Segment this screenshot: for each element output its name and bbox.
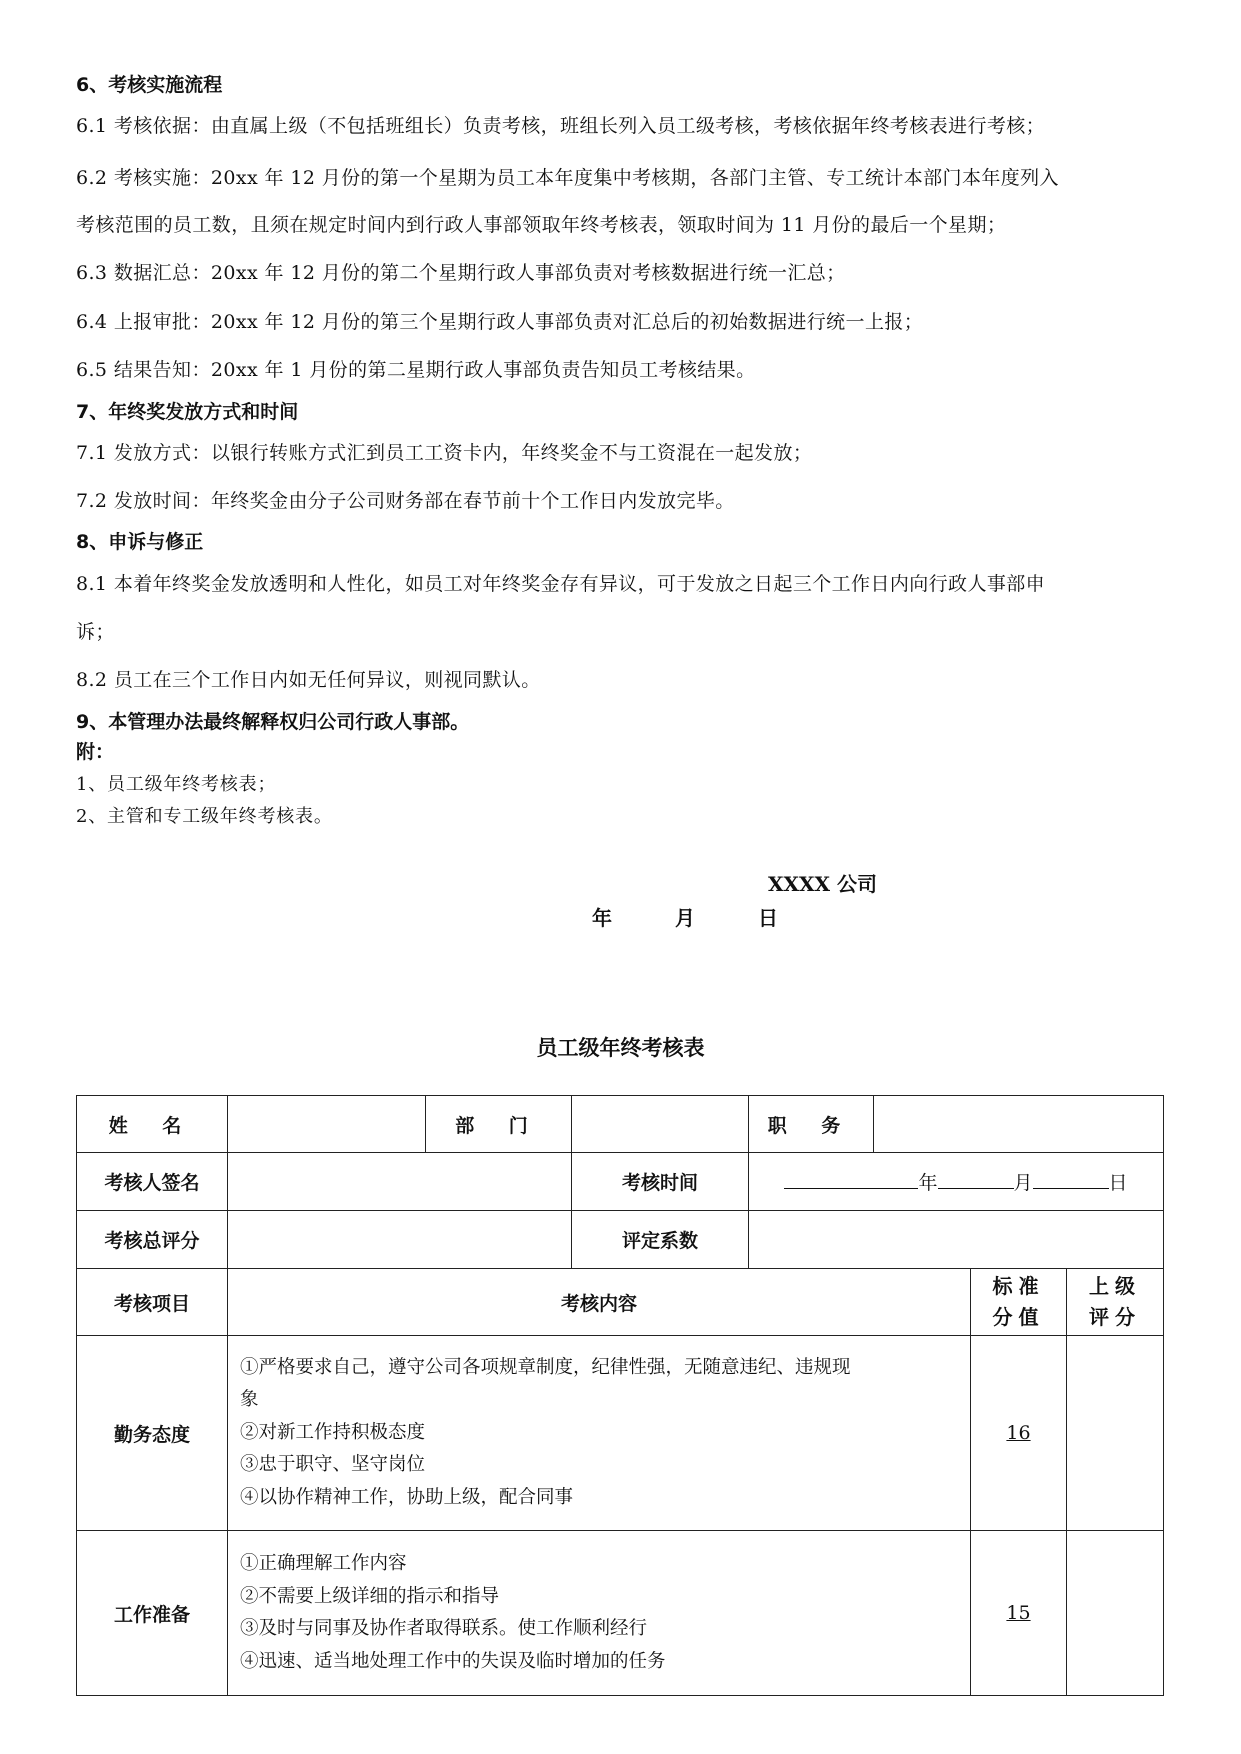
supervisor-score-attitude[interactable]: [1067, 1336, 1164, 1531]
section-9-heading: 9、本管理办法最终解释权归公司行政人事部。: [76, 711, 470, 733]
coefficient-label: 评定系数: [572, 1211, 749, 1269]
col-header-content: 考核内容: [228, 1269, 971, 1336]
position-label: 职 务: [749, 1096, 874, 1153]
signature-year: 年: [592, 906, 612, 930]
criterion-line: ②不需要上级详细的指示和指导: [240, 1585, 500, 1607]
evaluation-form-table: [76, 1095, 1164, 1696]
paragraph-6-4: 6.4 上报审批：20xx 年 12 月份的第三个星期行政人事部负责对汇总后的初始数据进行统一上报；: [76, 311, 924, 333]
signature-day: 日: [758, 906, 778, 930]
content-preparation: [228, 1531, 971, 1696]
criterion-line: ②对新工作持积极态度: [240, 1421, 426, 1443]
assessor-label: 考核人签名: [77, 1153, 228, 1211]
date-year-label: 年: [918, 1172, 938, 1194]
assessor-signature-cell[interactable]: [228, 1153, 572, 1211]
assess-time-value[interactable]: [749, 1153, 1164, 1211]
table-row-basic-info: [77, 1096, 1164, 1153]
section-6-heading: 6、考核实施流程: [76, 74, 223, 96]
section-8-heading: 8、申诉与修正: [76, 531, 204, 553]
section-7-heading: 7、年终奖发放方式和时间: [76, 401, 299, 423]
paragraph-6-2-line-1: 6.2 考核实施：20xx 年 12 月份的第一个星期为员工本年度集中考核期，各部门主管、专工统计本部门本年度列入: [76, 167, 1059, 189]
paragraph-6-3: 6.3 数据汇总：20xx 年 12 月份的第二个星期行政人事部负责对考核数据进行统一汇总；: [76, 262, 846, 284]
name-label: 姓 名: [77, 1096, 228, 1153]
attachment-item-1: 1、员工级年终考核表；: [76, 774, 277, 795]
col-header-supervisor-score: 上级 评分: [1067, 1269, 1164, 1336]
signature-month: 月: [675, 906, 695, 930]
criterion-line: ④迅速、适当地处理工作中的失误及临时增加的任务: [240, 1650, 666, 1672]
position-value-cell[interactable]: [874, 1096, 1164, 1153]
name-value-cell[interactable]: [228, 1096, 426, 1153]
criterion-line: ①严格要求自己，遵守公司各项规章制度，纪律性强，无随意违纪、违规现: [240, 1356, 851, 1378]
paragraph-8-1-line-1: 8.1 本着年终奖金发放透明和人性化，如员工对年终奖金存有异议，可于发放之日起三个工作日内向行政人事部申: [76, 573, 1046, 595]
assess-time-label: 考核时间: [572, 1153, 749, 1211]
criterion-line: 象: [240, 1389, 259, 1411]
paragraph-6-1: 6.1 考核依据：由直属上级（不包括班组长）负责考核，班组长列入员工级考核，考核依据年终考核表进行考核；: [76, 115, 1046, 137]
item-preparation: 工作准备: [77, 1531, 228, 1696]
paragraph-7-2: 7.2 发放时间：年终奖金由分子公司财务部在春节前十个工作日内发放完毕。: [76, 490, 735, 512]
criterion-line: ③及时与同事及协作者取得联系。使工作顺利经行: [240, 1618, 648, 1639]
paragraph-7-1: 7.1 发放方式：以银行转账方式汇到员工工资卡内，年终奖金不与工资混在一起发放；: [76, 442, 813, 464]
total-score-cell[interactable]: [228, 1211, 572, 1269]
date-month-label: 月: [1013, 1172, 1033, 1194]
paragraph-6-2-line-2: 考核范围的员工数，且须在规定时间内到行政人事部领取年终考核表，领取时间为 11 月份的最后一个星期；: [76, 214, 1007, 236]
col-header-item: 考核项目: [77, 1269, 228, 1336]
paragraph-6-5: 6.5 结果告知：20xx 年 1 月份的第二星期行政人事部负责告知员工考核结果。: [76, 359, 756, 381]
form-title: 员工级年终考核表: [536, 1036, 705, 1060]
supervisor-score-preparation[interactable]: [1067, 1531, 1164, 1696]
coefficient-cell[interactable]: [749, 1211, 1164, 1269]
paragraph-8-2: 8.2 员工在三个工作日内如无任何异议，则视同默认。: [76, 669, 541, 691]
table-row-assessor: [77, 1153, 1164, 1211]
total-score-label: 考核总评分: [77, 1211, 228, 1269]
dept-value-cell[interactable]: [572, 1096, 749, 1153]
signature-company: XXXX 公司: [768, 872, 878, 896]
table-header-row: [77, 1269, 1164, 1336]
dept-label: 部 门: [426, 1096, 572, 1153]
attachment-heading: 附：: [76, 741, 115, 763]
date-day-label: 日: [1108, 1172, 1128, 1194]
standard-score-attitude: 16: [971, 1336, 1067, 1531]
criterion-line: ④以协作精神工作，协助上级，配合同事: [240, 1486, 574, 1508]
table-row-total: [77, 1211, 1164, 1269]
attachment-item-2: 2、主管和专工级年终考核表。: [76, 806, 333, 827]
criterion-line: ③忠于职守、坚守岗位: [240, 1454, 426, 1476]
standard-score-preparation: 15: [971, 1531, 1067, 1696]
content-attitude: [228, 1336, 971, 1531]
table-row: [77, 1531, 1164, 1696]
criterion-line: ①正确理解工作内容: [240, 1553, 407, 1574]
table-row: [77, 1336, 1164, 1531]
paragraph-8-1-line-2: 诉；: [76, 621, 115, 643]
item-attitude: 勤务态度: [77, 1336, 228, 1531]
col-header-standard-score: 标准 分值: [971, 1269, 1067, 1336]
